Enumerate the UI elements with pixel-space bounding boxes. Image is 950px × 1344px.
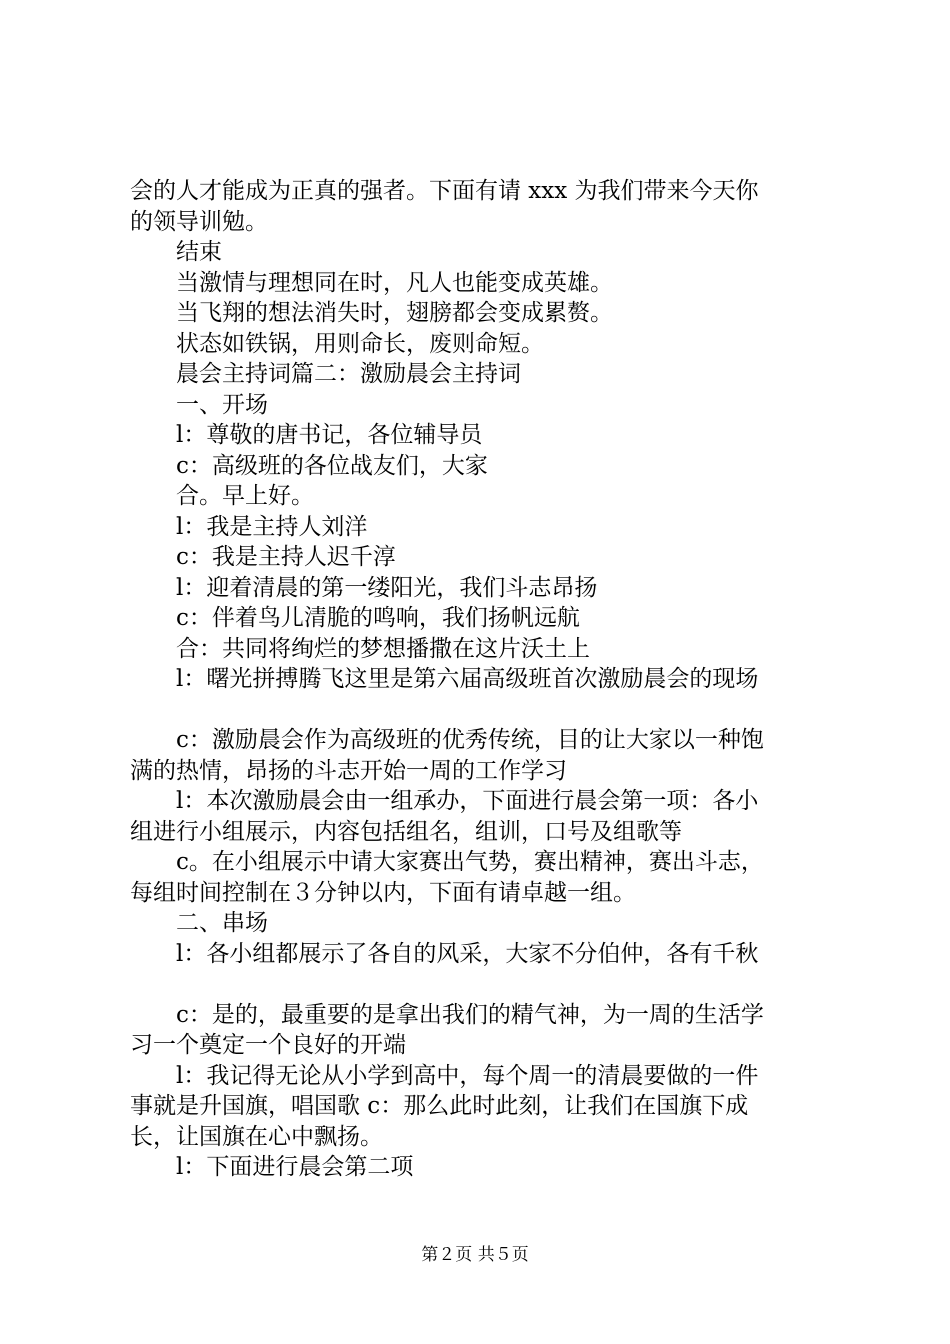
section-heading: 一、开场 xyxy=(176,391,268,418)
text-line: 组进行小组展示，内容包括组名，组训，口号及组歌等 xyxy=(130,818,682,845)
page-number-footer: 第２页 共５页 xyxy=(421,1245,529,1265)
text-line: l：尊敬的唐书记，各位辅导员 xyxy=(176,422,483,448)
blank-line xyxy=(130,969,830,1000)
text-line: 会的人才能成为正真的强者。下面有请 xxx 为我们带来今天你 xyxy=(130,178,759,204)
text-line: l：本次激励晨会由一组承办，下面进行晨会第一项：各小 xyxy=(176,788,759,814)
text-line: l：各小组都展示了各自的风采，大家不分伯仲，各有千秋 xyxy=(176,940,759,967)
text-line: l：迎着清晨的第一缕阳光，我们斗志昂扬 xyxy=(176,574,598,601)
text-line: l：曙光拼搏腾飞这里是第六届高级班首次激励晨会的现场 xyxy=(176,666,759,692)
section-heading: 二、串场 xyxy=(176,910,268,936)
text-line: l：我是主持人刘洋 xyxy=(176,513,368,540)
text-line: 的领导训勉。 xyxy=(130,208,268,235)
text-line: 长，让国旗在心中飘扬。 xyxy=(130,1123,383,1150)
text-line: c：是的，最重要的是拿出我们的精气神，为一周的生活学 xyxy=(176,1001,764,1028)
text-line: 合。早上好。 xyxy=(176,483,314,509)
document-body xyxy=(130,176,830,1183)
text-line: 习一个奠定一个良好的开端 xyxy=(130,1032,406,1058)
section-heading: 晨会主持词篇二：激励晨会主持词 xyxy=(176,361,521,387)
text-line: 每组时间控制在３分钟以内，下面有请卓越一组。 xyxy=(130,879,636,906)
text-line: 当飞翔的想法消失时，翅膀都会变成累赘。 xyxy=(176,300,613,326)
text-line: 合：共同将绚烂的梦想播撒在这片沃土上 xyxy=(176,635,590,662)
text-line: l：下面进行晨会第二项 xyxy=(176,1154,414,1180)
text-line: 事就是升国旗，唱国歌 c：那么此时此刻，让我们在国旗下成 xyxy=(130,1093,749,1119)
text-line: 状态如铁锅，用则命长，废则命短。 xyxy=(176,330,544,357)
text-line: 当激情与理想同在时，凡人也能变成英雄。 xyxy=(176,269,613,296)
text-line: 满的热情，昂扬的斗志开始一周的工作学习 xyxy=(130,757,567,784)
text-line: c：伴着鸟儿清脆的鸣响，我们扬帆远航 xyxy=(176,605,580,631)
text-line: c：激励晨会作为高级班的优秀传统，目的让大家以一种饱 xyxy=(176,727,764,753)
text-line: l：我记得无论从小学到高中，每个周一的清晨要做的一件 xyxy=(176,1062,759,1089)
text-line: c：高级班的各位战友们，大家 xyxy=(176,452,488,479)
blank-line xyxy=(130,695,830,726)
text-line: c：我是主持人迟千淳 xyxy=(176,544,396,570)
text-line: c。在小组展示中请大家赛出气势，赛出精神，赛出斗志， xyxy=(176,849,764,875)
section-heading: 结束 xyxy=(176,239,222,265)
